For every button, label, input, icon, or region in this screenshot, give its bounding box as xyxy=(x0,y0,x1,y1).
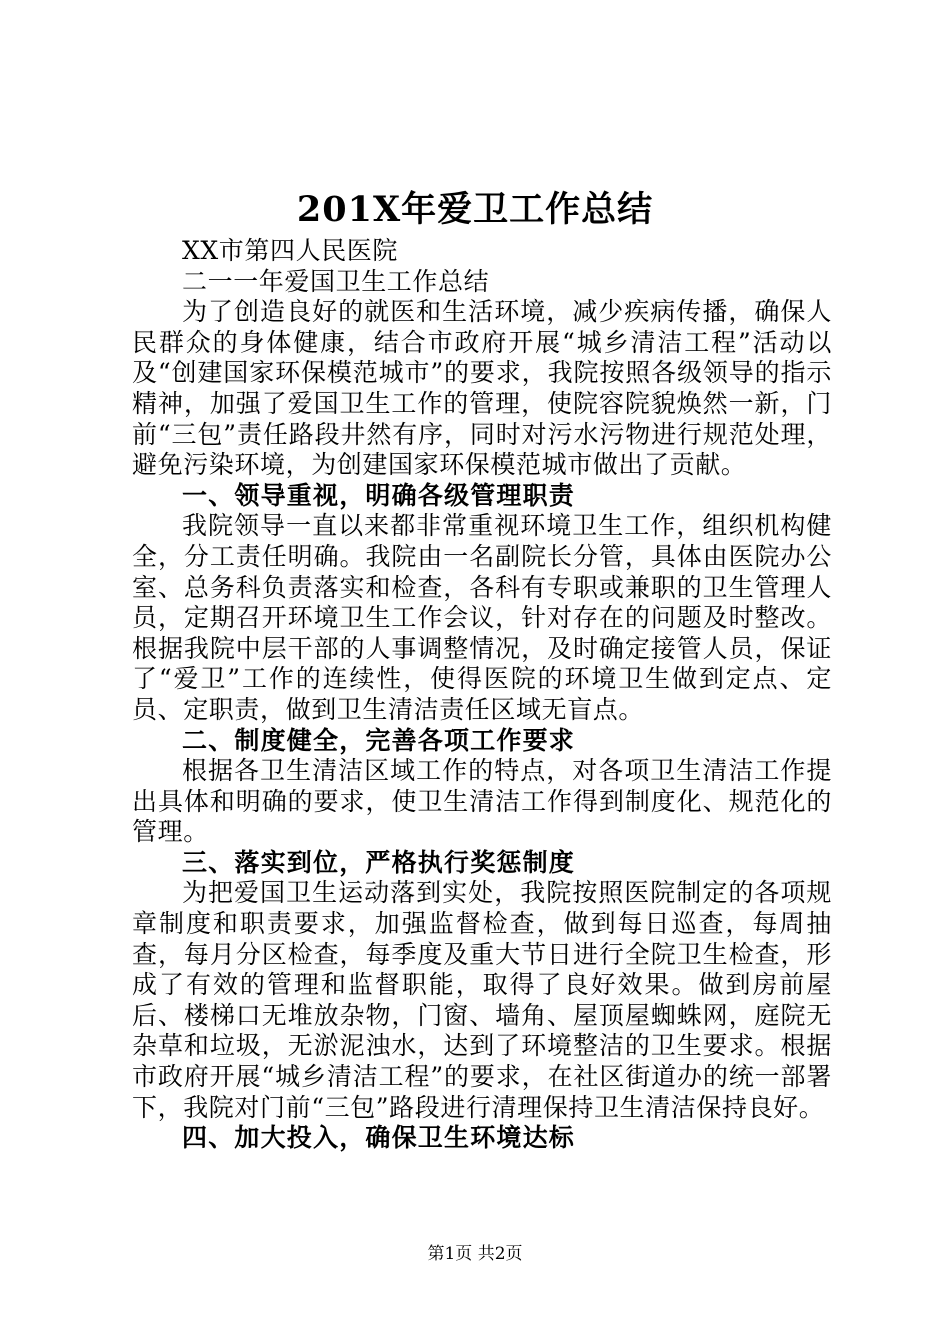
document-title: 201X年爱卫工作总结 xyxy=(296,189,654,230)
section-paragraph-2: 根据各卫生清洁区域工作的特点，对各项卫生清洁工作提出具体和明确的要求，使卫生清洁工作得到制度化、规范化的管理。 xyxy=(132,756,832,847)
section-heading-3: 三、落实到位，严格执行奖惩制度 xyxy=(182,847,576,877)
intro-paragraph: 为了创造良好的就医和生活环境，减少疾病传播，确保人民群众的身体健康，结合市政府开展“城乡清洁工程”活动以及“创建国家环保模范城市”的要求，我院按照各级领导的指示精神，加强了爱国卫生工作的管理，使院容院貌焕然一新，门前“三包”责任路段井然有序，同时对污水污物进行规范处理，避免污染环境，为创建国家环保模范城市做出了贡献。 xyxy=(132,297,832,480)
section-heading-4: 四、加大投入，确保卫生环境达标 xyxy=(182,1123,576,1153)
page-footer: 第1页 共2页 xyxy=(427,1244,523,1264)
document-body xyxy=(132,236,832,1154)
section-heading-2: 二、制度健全，完善各项工作要求 xyxy=(182,725,576,755)
section-heading-1: 一、领导重视，明确各级管理职责 xyxy=(182,480,576,510)
org-line: XX市第四人民医院 xyxy=(182,236,398,265)
section-paragraph-3: 为把爱国卫生运动落到实处，我院按照医院制定的各项规章制度和职责要求，加强监督检查，做到每日巡查，每周抽查，每月分区检查，每季度及重大节日进行全院卫生检查，形成了有效的管理和监督职能，取得了良好效果。做到房前屋后、楼梯口无堆放杂物，门窗、墙角、屋顶屋蜘蛛网，庭院无杂草和垃圾，无淤泥浊水，达到了环境整洁的卫生要求。根据市政府开展“城乡清洁工程”的要求，在社区街道办的统一部署下，我院对门前“三包”路段进行清理保持卫生清洁保持良好。 xyxy=(132,878,832,1122)
section-paragraph-1: 我院领导一直以来都非常重视环境卫生工作，组织机构健全，分工责任明确。我院由一名副院长分管，具体由医院办公室、总务科负责落实和检查，各科有专职或兼职的卫生管理人员，定期召开环境卫生工作会议，针对存在的问题及时整改。根据我院中层干部的人事调整情况，及时确定接管人员，保证了“爱卫”工作的连续性，使得医院的环境卫生做到定点、定员、定职责，做到卫生清洁责任区域无盲点。 xyxy=(132,511,832,724)
subtitle-line: 二一一年爱国卫生工作总结 xyxy=(182,266,490,296)
